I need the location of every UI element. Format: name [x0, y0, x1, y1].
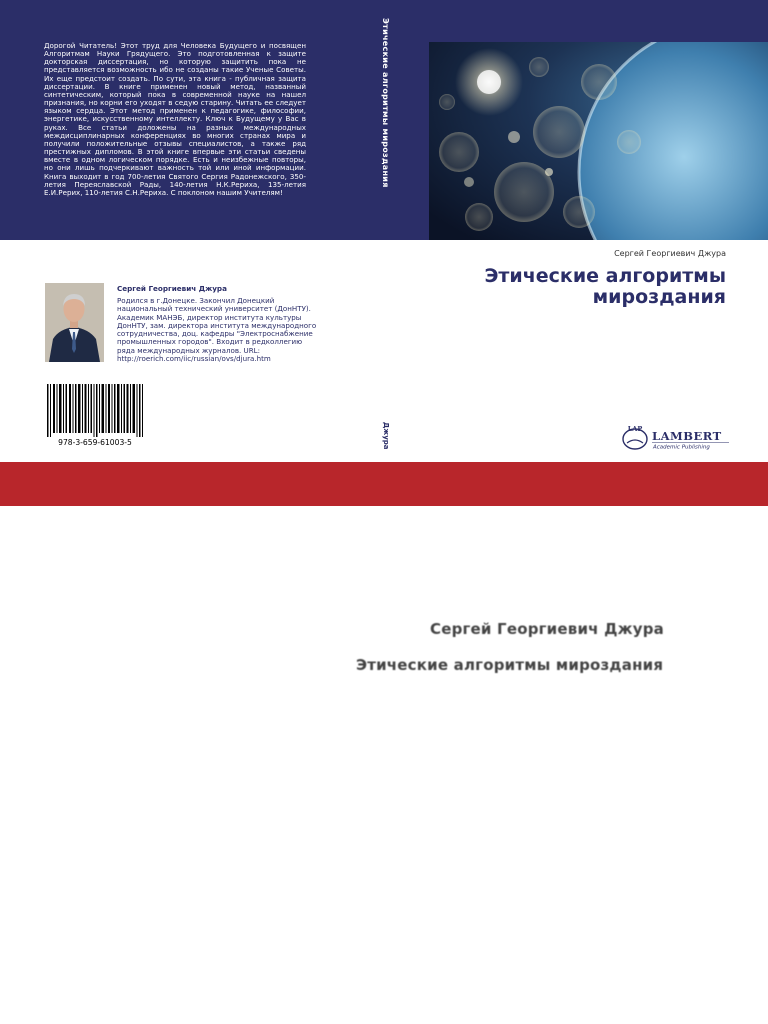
- front-cover-title: Этические алгоритмы мироздания: [484, 265, 726, 308]
- cover-artwork: [429, 42, 768, 240]
- title-page-author: Сергей Георгиевич Джура: [430, 620, 665, 638]
- isbn-barcode: [46, 384, 144, 437]
- title-page-title: Этические алгоритмы мироздания: [356, 656, 664, 674]
- planet-bokeh-image: [429, 42, 768, 240]
- publisher-logo: [621, 423, 731, 451]
- publisher-name: LAMBERT: [652, 429, 722, 443]
- back-cover-blurb: Дорогой Читатель! Этот труд для Человека Будущего и посвящен Алгоритмам Науки Грядущего. Это подготовленная к защите докторская диссертация, но которую защитить пока не представляется возможность ибо не созданы такие Ученые Советы. Их еще предстоит создать. По сути, эта книга - публичная защита диссертации. В книге применен новый метод, названный синтетическим, который пока в современной науке на нашел признания, но корни его уходят в седую старину. Читать ее следует языком сердца. Этот метод применен к педагогике, философии, энергетике, искусственному интеллекту. Ключ к Будущему у Вас в руках. Все статьи доложены на разных международных междисциплинарных конференциях во многих странах мира и получили положительные отзывы специалистов, а также ряд престижных дипломов. В этой книге впервые эти статьи сведены вместе в одном логическом порядке. Есть и неизбежные повторы, но они лишь подчеркивают важность той или иной информации. Книга выходит в год 700-летия Святого Сергия Радонежского, 350-летия Переяславской Рады, 140-летия Н.К.Рериха, 135-летия Е.И.Рерих, 110-летия С.Н.Рериха. С поклоном нашим Учителям!: [44, 41, 306, 197]
- isbn-number: 978-3-659-61003-5: [58, 438, 132, 447]
- publisher-mark: LAP: [627, 425, 643, 433]
- publisher-sub: Academic Publishing: [653, 444, 710, 451]
- cover-red-band: [0, 462, 768, 506]
- author-portrait-image: [45, 283, 104, 362]
- author-photo: [45, 283, 104, 362]
- book-cover: [0, 0, 768, 506]
- spine-title: Этические алгоритмы мироздания: [381, 18, 390, 188]
- author-bio-name: Сергей Георгиевич Джура: [117, 284, 227, 293]
- front-cover-author: Сергей Георгиевич Джура: [614, 249, 726, 258]
- author-bio-text: Родился в г.Донецке. Закончил Донецкий национальный технический университет (ДонНТУ). Академик МАНЭБ, директор института культуры ДонНТУ, зам. директора института международного сотрудничества, доц. кафедры "Электроснабжение промышленных городов". Входит в редколлегию ряда международных журналов. URL: http://roerich.com/iic/russian/ovs/djura.htm: [117, 296, 317, 364]
- spine-author: Джура: [382, 422, 390, 450]
